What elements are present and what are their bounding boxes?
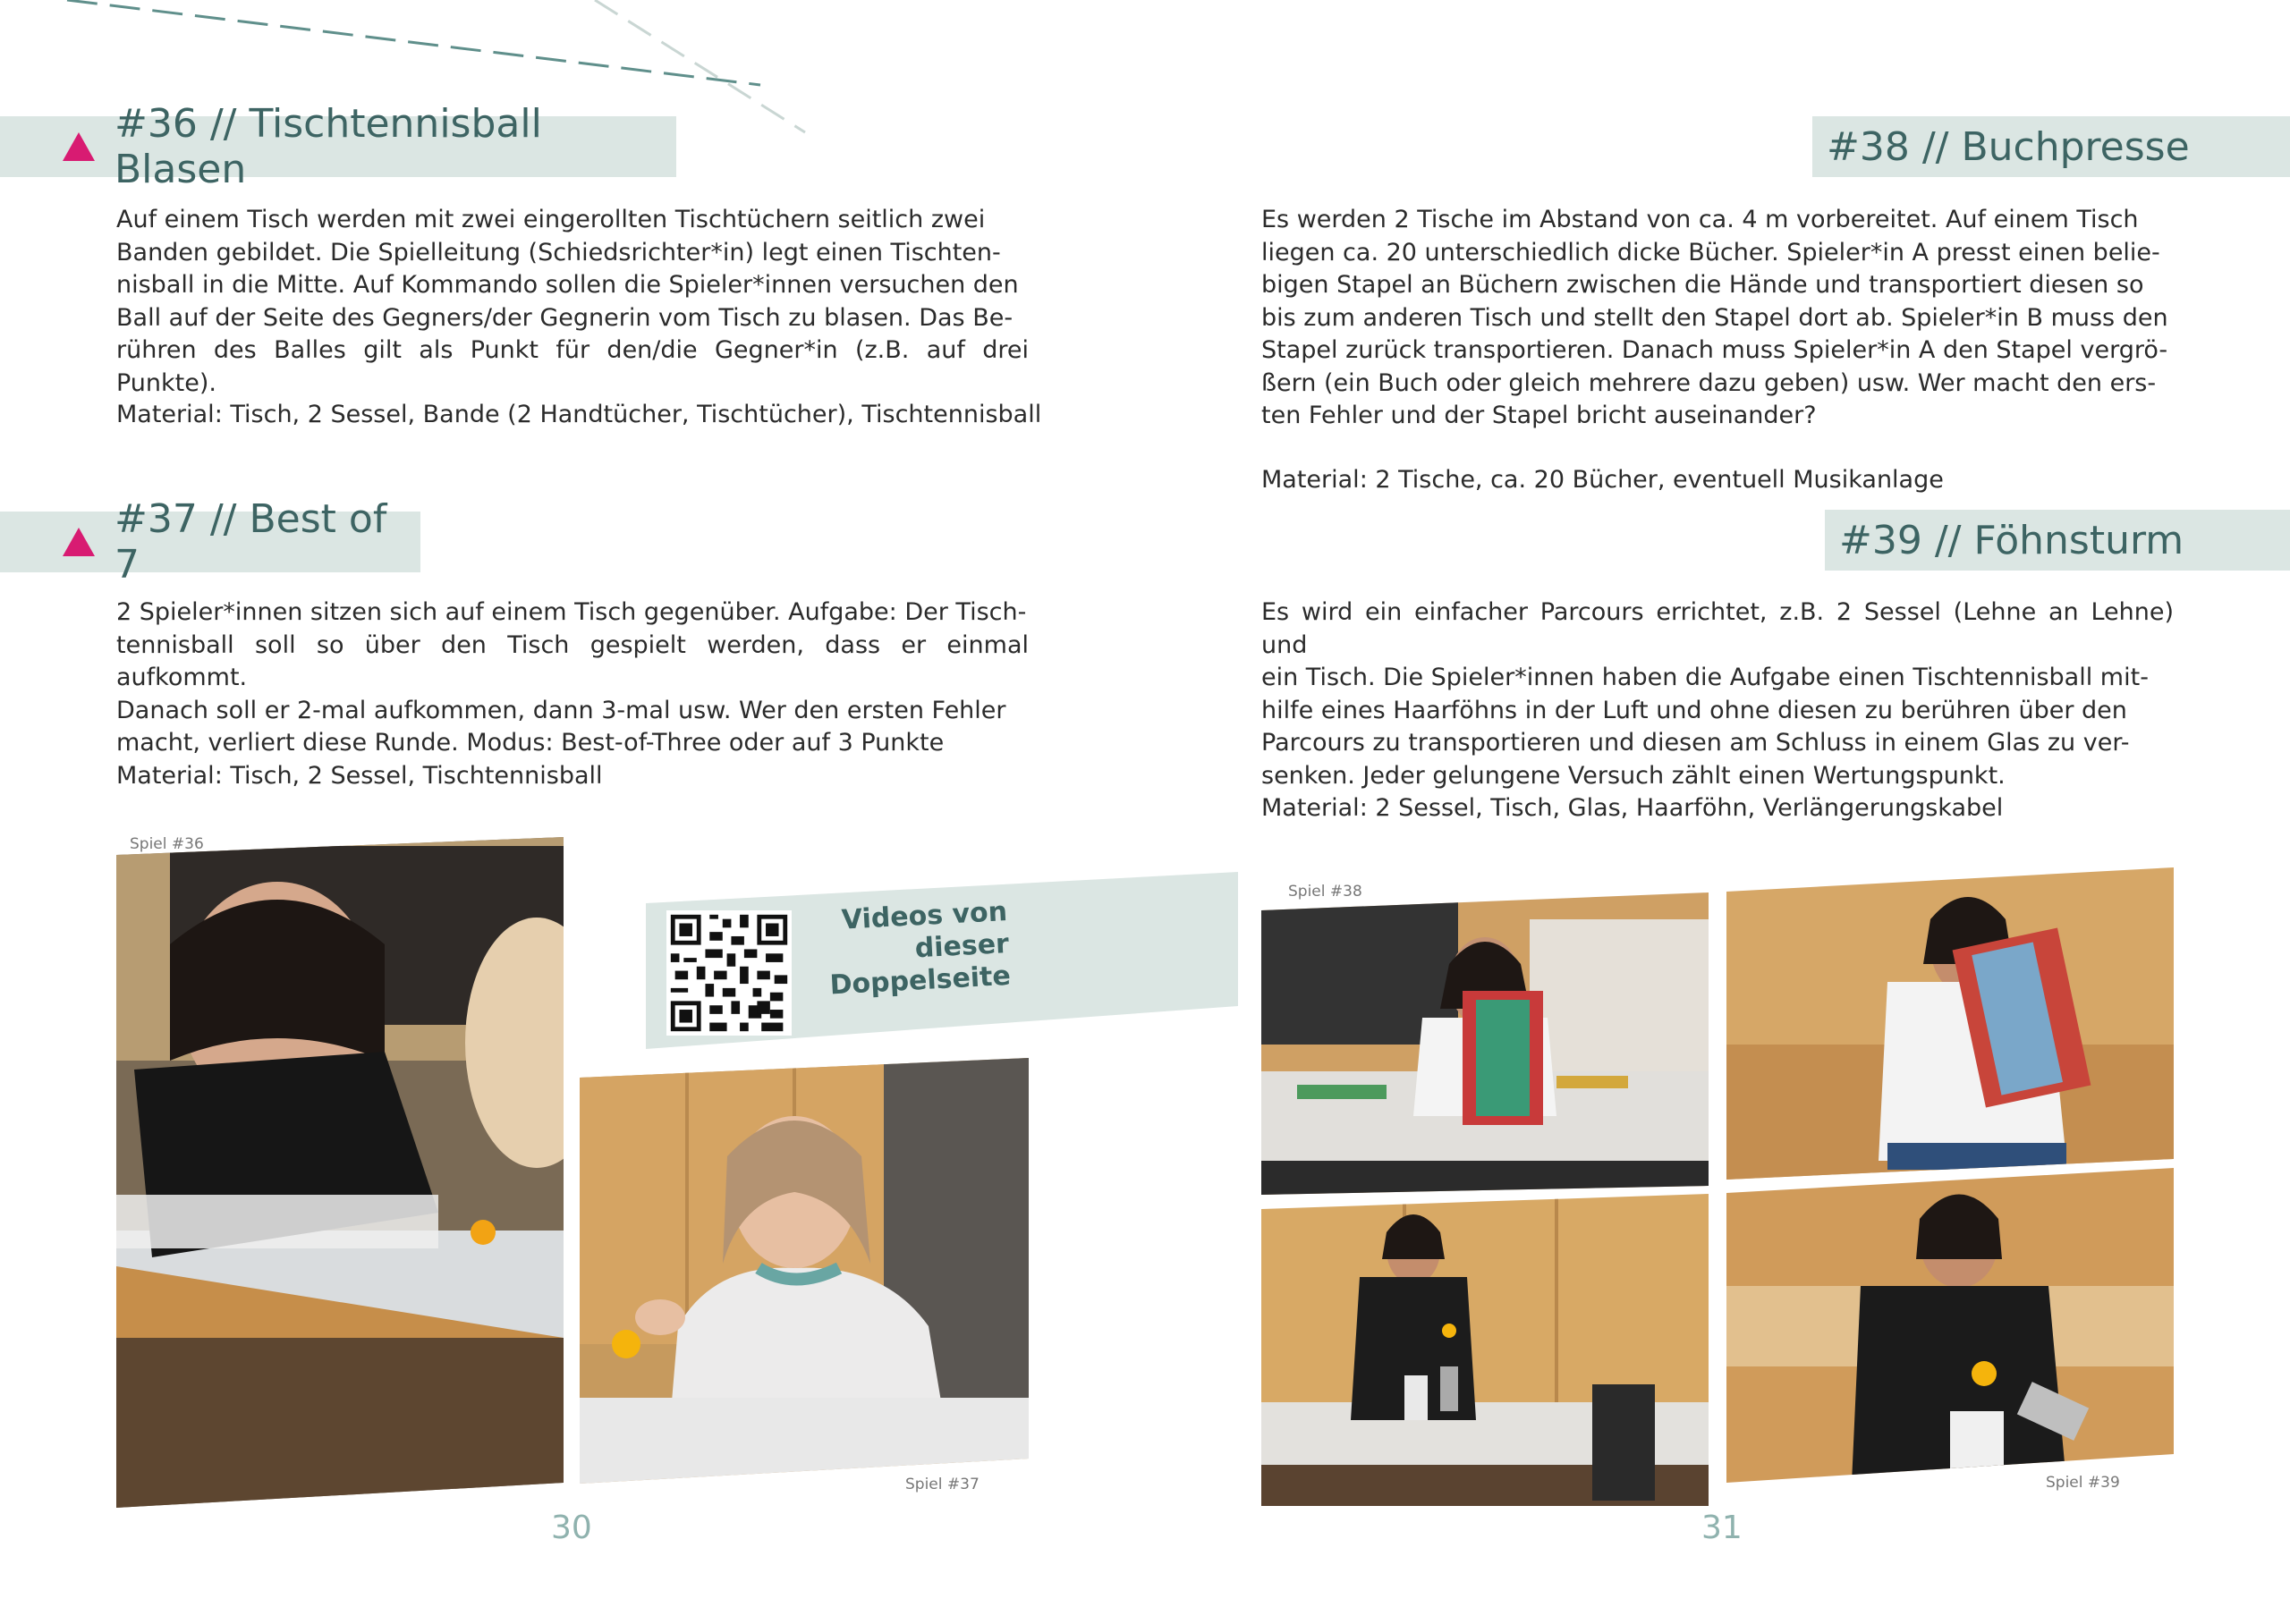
caption-game-37: Spiel #37 [905, 1476, 980, 1493]
header-game-39 [1825, 510, 2290, 571]
title-game-39: #39 // Föhnsturm [1839, 517, 2184, 563]
photo-collage-games-38-39 [1261, 866, 2174, 1506]
header-game-36 [0, 101, 676, 192]
page-number-left: 30 [551, 1510, 592, 1546]
photo-game-36 [116, 837, 564, 1508]
qr-label: Videos von dieser Doppelseite [828, 896, 1012, 1002]
triangle-icon [63, 528, 95, 556]
title-game-36: #36 // Tischtennisball Blasen [114, 101, 542, 192]
photo-game-39-b [1726, 1161, 2174, 1492]
text-game-37: 2 Spieler*innen sitzen sich auf einem Tisch gegenüber. Aufgabe: Der Tisch- tennisball soll so über den Tisch gespielt werden, dass er einmal aufkommt. Danach soll er 2-mal aufkommen, dann 3-mal usw. Wer den ersten Fehler macht, verliert diese Runde. Modus: Best-of-Three oder auf 3 Punkte [116, 598, 1029, 757]
photo-game-39-a [1261, 1188, 1709, 1506]
header-game-38 [1812, 116, 2290, 177]
photo-game-38-b [1726, 866, 2174, 1188]
photo-game-38-a [1261, 866, 1709, 1205]
page-number-right: 31 [1701, 1510, 1743, 1546]
text-game-38: Es werden 2 Tische im Abstand von ca. 4 m vorbereitet. Auf einem Tisch liegen ca. 20 unterschiedlich dicke Bücher. Spieler*in A presst einen belie- bigen Stapel an Büchern zwischen die Hände und transportiert diesen so bis zum anderen Tisch und stellt den Stapel dort ab. Spieler*in B muss den Stapel zurück transportieren. Danach muss Spieler*in A den Stapel vergrö- ßern (ein Buch oder gleich mehrere dazu geben) usw. Wer macht den ers- ten Fehler und der Stapel bricht auseinander? [1261, 206, 2168, 429]
material-game-36: Material: Tisch, 2 Sessel, Bande (2 Handtücher, Tischtücher), Tischtennisball [116, 401, 1042, 428]
text-game-36: Auf einem Tisch werden mit zwei eingerollten Tischtüchern seitlich zwei Banden gebildet. Die Spielleitung (Schiedsrichter*in) legt einen Tischten- nisball in die Mitte. Auf Kommando sollen die Spieler*innen versuchen den Ball auf der Seite des Gegners/der Gegnerin vom Tisch zu blasen. Das Be- rühren des Balles gilt als Punkt für den/die Gegner*in (z.B. auf drei Punkte). [116, 206, 1029, 397]
title-game-38: #38 // Buchpresse [1827, 123, 2190, 170]
caption-game-36: Spiel #36 [130, 835, 204, 853]
qr-code[interactable] [666, 910, 792, 1036]
text-game-39: Es wird ein einfacher Parcours errichtet, z.B. 2 Sessel (Lehne an Lehne) und ein Tisch. Die Spieler*innen haben die Aufgabe einen Tischtennisball mit- hilfe eines Haarföhns in der Luft und ohne diesen zu berühren über den Parcours zu transportieren und diesen am Schluss in einem Glas zu ver- senken. Jeder gelungene Versuch zählt einen Wertungspunkt. [1261, 598, 2174, 790]
caption-game-39: Spiel #39 [2046, 1474, 2120, 1492]
material-game-37: Material: Tisch, 2 Sessel, Tischtennisball [116, 762, 603, 790]
photo-game-37 [580, 1058, 1029, 1484]
caption-game-38: Spiel #38 [1288, 883, 1362, 901]
triangle-icon [63, 132, 95, 161]
material-game-39: Material: 2 Sessel, Tisch, Glas, Haarföhn, Verlängerungskabel [1261, 794, 2004, 822]
header-game-37 [0, 496, 420, 588]
title-game-37: #37 // Best of 7 [114, 496, 387, 588]
material-game-38: Material: 2 Tische, ca. 20 Bücher, eventuell Musikanlage [1261, 466, 1944, 494]
